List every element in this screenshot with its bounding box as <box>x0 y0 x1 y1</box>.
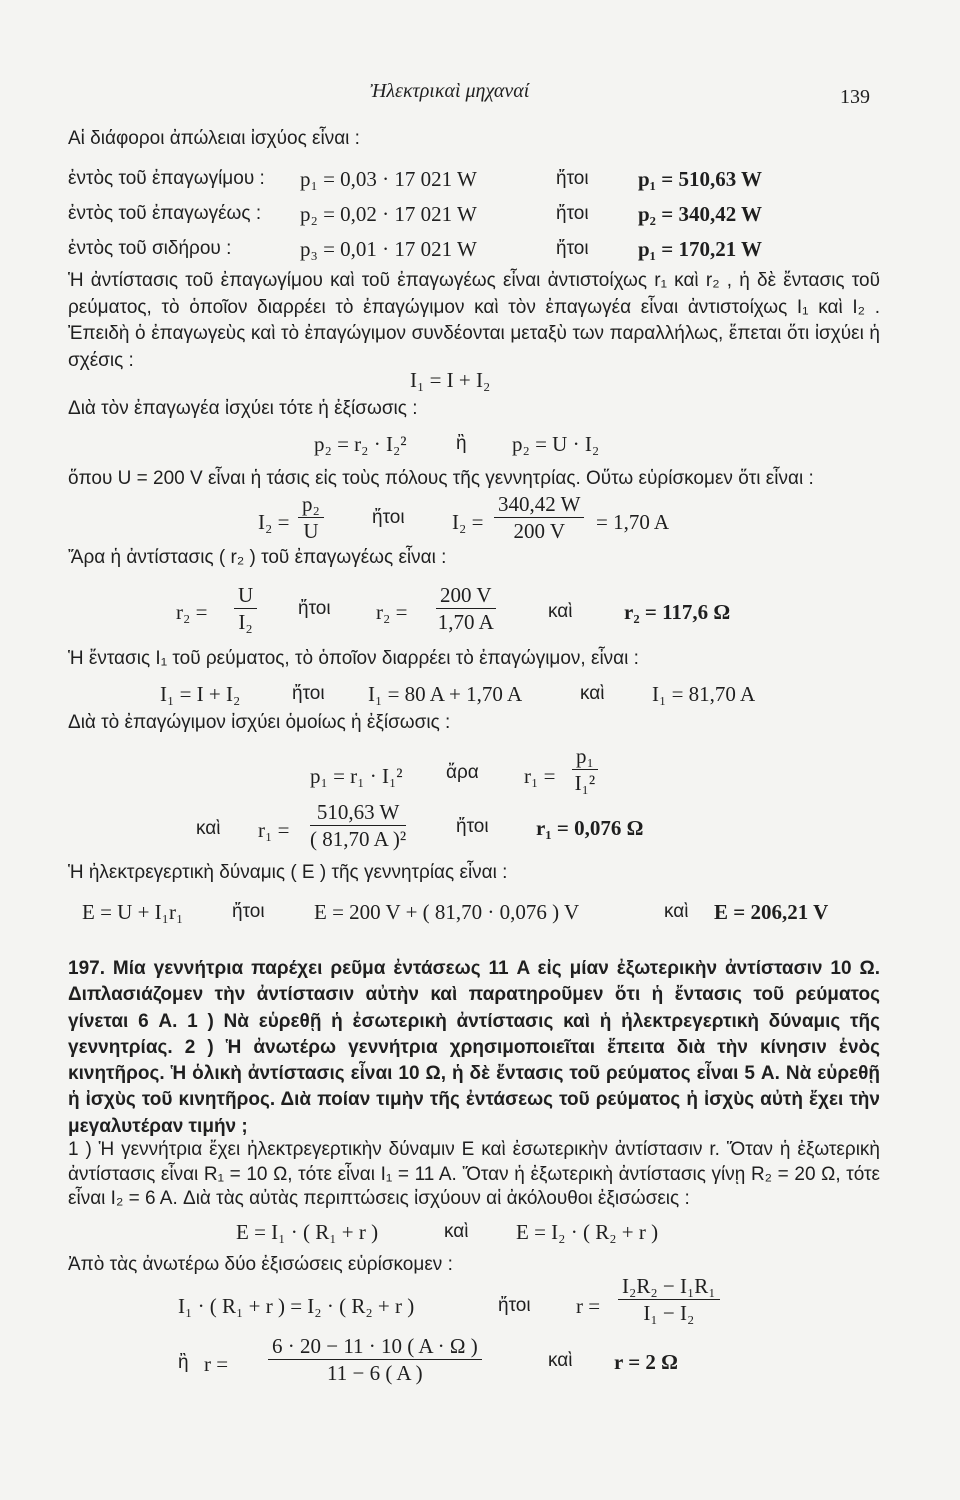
eq-r2-numerator2: 200 V <box>436 583 496 609</box>
eq-r2-fraction <box>234 583 257 634</box>
eq-r2-connector: ἤτοι <box>298 598 331 619</box>
eq-rnum-or: ἢ <box>178 1352 189 1373</box>
eq-r2-and: καὶ <box>548 601 573 622</box>
running-title: Ἠλεκτρικαὶ μηχαναί <box>370 80 530 102</box>
eq-i2-fraction <box>298 492 324 543</box>
eq-emf-and: καὶ <box>664 901 689 922</box>
eq-emf-b: E = 200 V + ( 81,70 · 0,076 ) V <box>314 900 580 924</box>
eq-r1-numerator: 510,63 W <box>310 800 406 826</box>
eq-rnum-fraction <box>268 1334 482 1385</box>
text-i1: Ἡ ἔντασις I₁ τοῦ ρεύματος, τὸ ὁποῖον διαρρέει τὸ ἐπαγώγιμον, εἶναι : <box>68 648 639 669</box>
eq-i1-c: I₁ = 81,70 A <box>652 682 756 706</box>
eq-r2-denominator2: 1,70 A <box>437 610 494 634</box>
eq-r-numerator: I₂R₂ − I₁R₁ <box>618 1274 720 1300</box>
eq-i2-fraction2 <box>494 492 584 543</box>
eq-i2-lhs2: I₂ = <box>452 510 484 534</box>
text-voltage: ὅπου U = 200 V εἶναι ἡ τάσις εἰς τοὺς πόλους τῆς γεννητρίας. Οὕτω εὑρίσκομεν ὅτι εἶναι : <box>68 468 814 489</box>
loss-result-armature: p₁ = 510,63 W <box>638 167 763 191</box>
text-emf: Ἡ ἠλεκτρεγερτικὴ δύναμις ( E ) τῆς γεννητρίας εἶναι : <box>68 862 508 883</box>
eq-r1-connector: ἤτοι <box>456 816 489 837</box>
eq-r-connector: ἤτοι <box>498 1295 531 1316</box>
eq-rnum-and: καὶ <box>548 1350 573 1371</box>
eq-i2-denominator2: 200 V <box>513 519 565 543</box>
loss-connector-armature: ἤτοι <box>556 168 589 189</box>
eq-r2-lhs: r₂ = <box>176 600 208 624</box>
eq-r-lhs: r = <box>576 1294 601 1318</box>
loss-formula-iron: p₃ = 0,01 · 17 021 W <box>300 237 477 261</box>
loss-result-inductor: p₂ = 340,42 W <box>638 202 763 226</box>
eq-r2-numerator: U <box>234 583 257 609</box>
eq-power-or: ἢ <box>456 433 467 454</box>
eq-r-left: I₁ · ( R₁ + r ) = I₂ · ( R₂ + r ) <box>178 1294 415 1318</box>
loss-label-inductor: ἐντὸς τοῦ ἐπαγωγέως : <box>68 203 262 224</box>
eq-r-fraction <box>618 1274 720 1325</box>
eq-rnum-denominator: 11 − 6 ( A ) <box>327 1361 423 1385</box>
loss-label-armature: ἐντὸς τοῦ ἐπαγωγίμου : <box>68 168 265 189</box>
text-armature: Διὰ τὸ ἐπαγώγιμον ἰσχύει ὁμοίως ἡ ἐξίσωσις : <box>68 712 451 733</box>
eq-emf-a: E = U + I₁r₁ <box>82 900 184 924</box>
eq-sys-b: E = I₂ · ( R₂ + r ) <box>516 1220 659 1244</box>
loss-result-iron: p₁ = 170,21 W <box>638 237 763 261</box>
loss-connector-iron: ἤτοι <box>556 238 589 259</box>
eq-i2-denominator: U <box>303 519 319 543</box>
eq-p1-denominator: I₁² <box>574 771 596 795</box>
eq-p1-fraction <box>572 744 598 795</box>
eq-i1-and: καὶ <box>580 683 605 704</box>
eq-r2-denominator: I₂ <box>238 610 253 634</box>
solution-text: 1 ) Ἡ γεννήτρια ἔχει ἠλεκτρεγερτικὴν δύναμιν E καὶ ἐσωτερικὴν ἀντίστασιν r. Ὅταν ἡ ἐξωτερικὴ ἀντίστασις εἶναι R₁ = 10 Ω, τότε εἶναι I₁ = 11 A. Ὅταν ἡ ἐξωτερικὴ ἀντίστασις γίνῃ R₂ = 20 Ω, τότε εἶναι I₂ = 6 A. Διὰ τὰς αὐτὰς περιπτώσεις ἰσχύουν αἱ ἀκόλουθοι ἐξισώσεις : <box>68 1139 880 1209</box>
loss-formula-armature: p₁ = 0,03 · 17 021 W <box>300 167 477 191</box>
eq-i2-lhs: I₂ = <box>258 510 290 534</box>
eq-i1-b: I₁ = 80 A + 1,70 A <box>368 682 523 706</box>
eq-r1-lhs: r₁ = <box>258 818 290 842</box>
eq-p1-connector: ἄρα <box>446 762 479 783</box>
problem-197: 197. Μία γεννήτρια παρέχει ρεῦμα ἐντάσεως 11 A εἰς μίαν ἐξωτερικὴν ἀντίστασιν 10 Ω. Διπλασιάζομεν τὴν ἀντίστασιν αὐτὴν καὶ παρατηροῦμεν ὅτι ἡ ἔντασις τοῦ ρεύματος γίνεται 6 A. 1 ) Νὰ εὑρεθῇ ἡ ἐσωτερικὴ ἀντίστασις καὶ ἡ ἠλεκτρεγερτικὴ δύναμις τῆς γεννητρίας. 2 ) Ἡ ἀνωτέρω γεννήτρια χρησιμοποιεῖται ἔπειτα διὰ τὴν κίνησιν ἑνὸς κινητῆρος. Ἡ ὁλικὴ ἀντίστασις εἶναι 10 Ω, ἡ δὲ ἔντασις τοῦ ρεύματος εἶναι 5 A. Νὰ εὑρεθῇ ἡ ἰσχὺς τοῦ κινητῆρος. Διὰ ποίαν τιμὴν τῆς ἐντάσεως τοῦ ρεύματος ἡ ἰσχὺς αὐτὴ ἔχει τὴν μεγαλυτέραν τιμήν ; <box>68 958 880 1137</box>
eq-r1-fraction <box>310 800 406 851</box>
eq-r2-lhs2: r₂ = <box>376 600 408 624</box>
loss-formula-inductor: p₂ = 0,02 · 17 021 W <box>300 202 477 226</box>
eq-i2-connector: ἤτοι <box>372 507 405 528</box>
eq-power-right: p₂ = U · I₂ <box>512 432 600 456</box>
eq-i1-a: I₁ = I + I₂ <box>160 682 241 706</box>
eq-r-denominator: I₁ − I₂ <box>643 1301 695 1325</box>
eq-rnum-result: r = 2 Ω <box>614 1350 678 1374</box>
eq-rnum-numerator: 6 · 20 − 11 · 10 ( A · Ω ) <box>268 1334 482 1360</box>
text-from: Ἀπὸ τὰς ἀνωτέρω δύο ἐξισώσεις εὑρίσκομεν : <box>68 1254 453 1275</box>
eq-r1-result: r₁ = 0,076 Ω <box>536 816 644 840</box>
eq-r1-and: καὶ <box>196 818 221 839</box>
eq-r1-denominator: ( 81,70 A )² <box>310 827 407 851</box>
eq-r2-fraction2 <box>436 583 496 634</box>
losses-intro: Αἱ διάφοροι ἀπώλειαι ἰσχύος εἶναι : <box>68 128 360 149</box>
eq-i1-connector: ἤτοι <box>292 683 325 704</box>
eq-emf-connector: ἤτοι <box>232 901 265 922</box>
text-r2: Ἄρα ἡ ἀντίστασις ( r₂ ) τοῦ ἐπαγωγέως εἶναι : <box>68 547 447 568</box>
eq-p1-numerator: p₁ <box>572 744 598 770</box>
eq-sys-and: καὶ <box>444 1221 469 1242</box>
eq-p1-left: p₁ = r₁ · I₁² <box>310 764 403 788</box>
eq-r2-result: r₂ = 117,6 Ω <box>624 600 731 624</box>
resistance-paragraph: Ἡ ἀντίστασις τοῦ ἐπαγωγίμου καὶ τοῦ ἐπαγωγέως εἶναι ἀντιστοίχως r₁ καὶ r₂ , ἡ δὲ ἔντασις τοῦ ρεύματος, τὸ ὁποῖον διαρρέει τὸ ἐπαγώγιμον καὶ τὸν ἐπαγωγέα εἶναι ἀντιστοίχως I₁ καὶ I₂ . Ἐπειδὴ ὁ ἐπαγωγεὺς καὶ τὸ ἐπαγώγιμον συνδέονται μεταξὺ των παραλλήλως, ἕπεται ὅτι ἰσχύει ἡ σχέσις : <box>68 270 880 371</box>
loss-connector-inductor: ἤτοι <box>556 203 589 224</box>
page-number: 139 <box>840 86 870 108</box>
eq-i2-numerator2: 340,42 W <box>494 492 584 518</box>
eq-i2-numerator: p₂ <box>298 492 324 518</box>
eq-parallel: I₁ = I + I₂ <box>410 368 491 392</box>
loss-label-iron: ἐντὸς τοῦ σιδήρου : <box>68 238 232 259</box>
eq-emf-c: E = 206,21 V <box>714 900 829 924</box>
text-equation: Διὰ τὸν ἐπαγωγέα ἰσχύει τότε ἡ ἐξίσωσις : <box>68 398 418 419</box>
eq-i2-result: = 1,70 A <box>596 510 670 534</box>
eq-sys-a: E = I₁ · ( R₁ + r ) <box>236 1220 379 1244</box>
eq-rnum-lhs: r = <box>204 1352 229 1376</box>
eq-power-left: p₂ = r₂ · I₂² <box>314 432 407 456</box>
eq-p1-lhs: r₁ = <box>524 764 556 788</box>
